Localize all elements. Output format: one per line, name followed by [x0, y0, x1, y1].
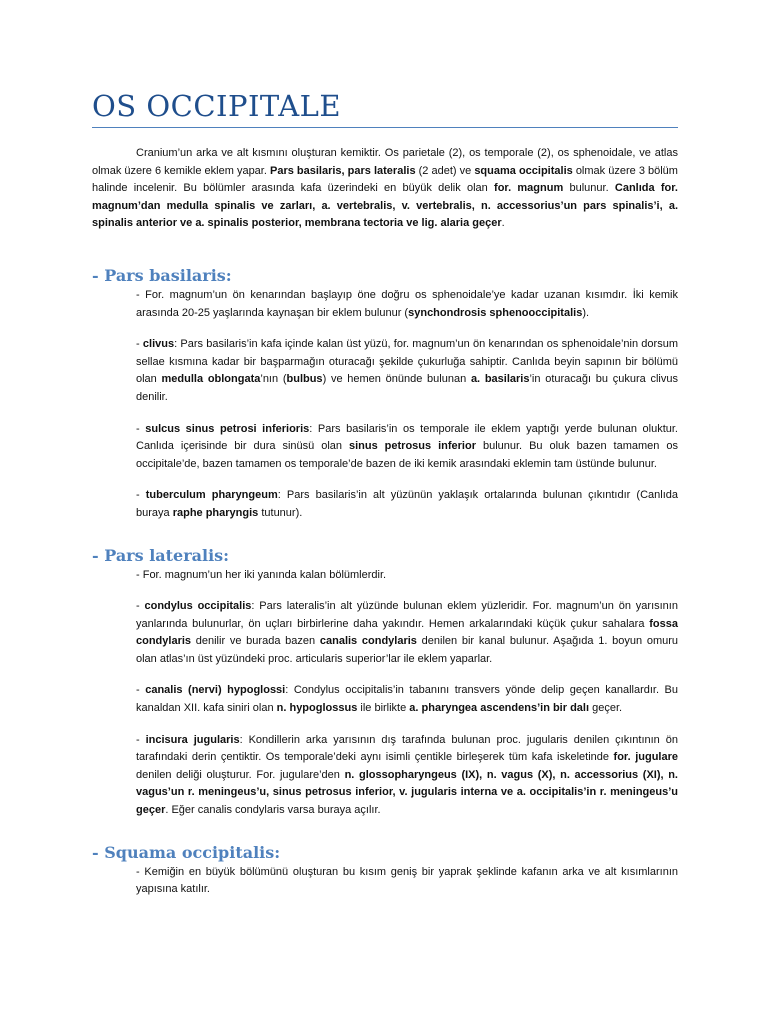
- bold-term: fossa condylaris: [136, 617, 678, 648]
- text: -: [136, 733, 146, 746]
- document-body: [92, 145, 678, 899]
- section-pars-basilaris: [92, 265, 678, 523]
- bold-term: raphe pharyngis: [172, 506, 259, 519]
- page-title: OS OCCIPITALE: [92, 89, 342, 123]
- paragraph: [136, 598, 678, 668]
- text: : Condylus occipitalis’in tabanını transvers yönde delip geçen kanallardır. Bu kanaldan XII. kafa siniri olan: [136, 684, 678, 715]
- text: tutunur).: [258, 506, 303, 519]
- text: ile birlikte: [357, 702, 410, 715]
- bold-term: canalis condylaris: [319, 635, 417, 648]
- text: : Pars basilaris’in kafa içinde kalan üst yüzü, for. magnum’un ön kenarından os sphenoidale’nin dorsum sellae kısmına kadar bir başparmağın oturacağı şekilde çukurluğa sahiptir. Canlıda beyin sapının bir bölümü olan: [136, 338, 678, 386]
- text: .: [501, 217, 505, 230]
- text: -: [136, 489, 146, 502]
- bold-term: for. magnum: [494, 182, 564, 195]
- text: -: [136, 600, 145, 613]
- paragraph: [136, 864, 678, 899]
- section-content: [136, 567, 678, 820]
- section-heading: - Pars lateralis:: [92, 545, 230, 565]
- bold-term: sulcus sinus petrosi inferioris: [145, 422, 310, 435]
- text: ) ve hemen önünde bulunan: [322, 373, 471, 386]
- paragraph: [136, 567, 678, 585]
- text: -: [136, 338, 143, 351]
- text: . Eğer canalis condylaris varsa buraya açılır.: [165, 804, 381, 817]
- bold-term: squama occipitalis: [474, 164, 573, 177]
- text: - For. magnum’un ön kenarından başlayıp öne doğru os sphenoidale’ye kadar uzanan kısımdır. İki kemik arasında 20-25 yaşlarında kaynaşan bir eklem bulunur (: [136, 288, 678, 319]
- text: ’nın (: [260, 373, 287, 386]
- paragraph: [136, 421, 678, 474]
- text: Cranium’un arka ve alt kısmını oluşturan kemiktir. Os parietale (2), os temporale (2), os sphenoidale, ve atlas olmak üzere 6 kemikle eklem yapar.: [92, 147, 678, 177]
- bold-term: a. pharyngea ascendens’in bir dalı: [409, 702, 590, 715]
- text: ’in oturacağı bu çukura clivus denilir.: [136, 373, 678, 403]
- bold-term: tuberculum pharyngeum: [145, 489, 278, 502]
- text: (2 adet) ve: [415, 164, 475, 177]
- section-heading: - Pars basilaris:: [92, 265, 232, 285]
- text: - For. magnum’un her iki yanında kalan bölümlerdir.: [136, 568, 387, 581]
- text: : Pars lateralis’in alt yüzünde bulunan eklem yüzleridir. For. magnum’un ön yarısının yanlarında bulunurlar, ön uçları birbirlerine daha yakındır. Hemen arkalarındaki küçük çukur sahalara: [136, 600, 678, 630]
- section-content: [136, 287, 678, 523]
- bold-term: incisura jugularis: [145, 733, 240, 746]
- title-divider: [92, 127, 678, 128]
- text: bulunur. Bu oluk bazen tamamen os occipitale’de, bazen tamamen os temporale’de bazen de iki kemik arasındaki eklemin tam üstünde bulunur.: [136, 440, 678, 470]
- intro-section: [92, 145, 678, 233]
- paragraph: [136, 682, 678, 717]
- section-pars-lateralis: [92, 545, 678, 820]
- bold-term: a. basilaris: [470, 373, 530, 386]
- text: denilen bir kanal bulunur. Aşağıda 1. boyun omuru olan atlas’ın üst yüzündeki proc. articularis superior’lar ile eklem yaparlar.: [136, 635, 679, 665]
- bold-term: n. hypoglossus: [276, 702, 358, 715]
- paragraph: [136, 287, 678, 322]
- intro-paragraph: [92, 145, 678, 233]
- section-squama-occipitalis: [92, 842, 678, 899]
- text: : Kondillerin arka yarısının dış tarafında bulunan proc. jugularis denilen çıkıntının ön tarafındaki derin çentiktir. Os temporale’deki aynı isimli çentikle birleşerek tüm kafa iskeletinde: [136, 733, 678, 764]
- bold-term: medulla oblongata: [161, 373, 261, 386]
- bold-term: Pars basilaris, pars lateralis: [269, 164, 416, 177]
- text: geçer.: [589, 702, 623, 715]
- bold-term: clivus: [142, 338, 175, 351]
- text: ).: [582, 306, 590, 319]
- text: - Kemiğin en büyük bölümünü oluşturan bu kısım geniş bir yaprak şeklinde kafanın arka ve alt kısımlarının yapısına katılır.: [136, 865, 678, 896]
- bold-term: Canlıda for. magnum’dan medulla spinalis ve zarları, a. vertebralis, v. vertebralis, n. accessorius’un pars spinalis’i, a. spinalis anterior ve a. spinalis posterior, membrana tectoria ve lig. alaria geçer: [92, 182, 678, 230]
- bold-term: bulbus: [286, 373, 323, 386]
- bold-term: n. glossopharyngeus (IX), n. vagus (X), n. accessorius (XI), n. vagus’un r. meningeus’u, sinus petrosus inferior, v. jugularis interna ve a. occipitalis’in r. meningeus’u geçer: [136, 768, 678, 817]
- text: -: [136, 422, 146, 435]
- bold-term: sinus petrosus inferior: [348, 440, 476, 453]
- bold-term: synchondrosis sphenooccipitalis: [408, 306, 583, 319]
- text: : Pars basilaris’in os temporale ile eklem yaptığı yerde bulunan oluktur. Canlıda içerisinde bir dura sinüsü olan: [136, 422, 678, 453]
- text: denilir ve burada bazen: [191, 635, 320, 648]
- text: -: [136, 684, 146, 697]
- section-heading: - Squama occipitalis:: [92, 842, 281, 862]
- paragraph: [136, 487, 678, 522]
- paragraph: [136, 732, 678, 820]
- text: olmak üzere 3 bölüm halinde incelenir. Bu bölümler arasında kafa üzerindeki en büyük delik olan: [92, 164, 678, 195]
- section-content: [136, 864, 678, 899]
- text: : Pars basilaris’in alt yüzünün yaklaşık ortalarında bulunan çıkıntıdır (Canlıda buraya: [136, 489, 678, 519]
- paragraph: [136, 336, 678, 406]
- bold-term: for. jugulare: [613, 751, 678, 764]
- text: denilen deliği oluşturur. For. jugulare’den: [136, 768, 345, 781]
- bold-term: canalis (nervi) hypoglossi: [145, 684, 286, 697]
- bold-term: condylus occipitalis: [144, 600, 252, 613]
- text: bulunur.: [563, 182, 615, 195]
